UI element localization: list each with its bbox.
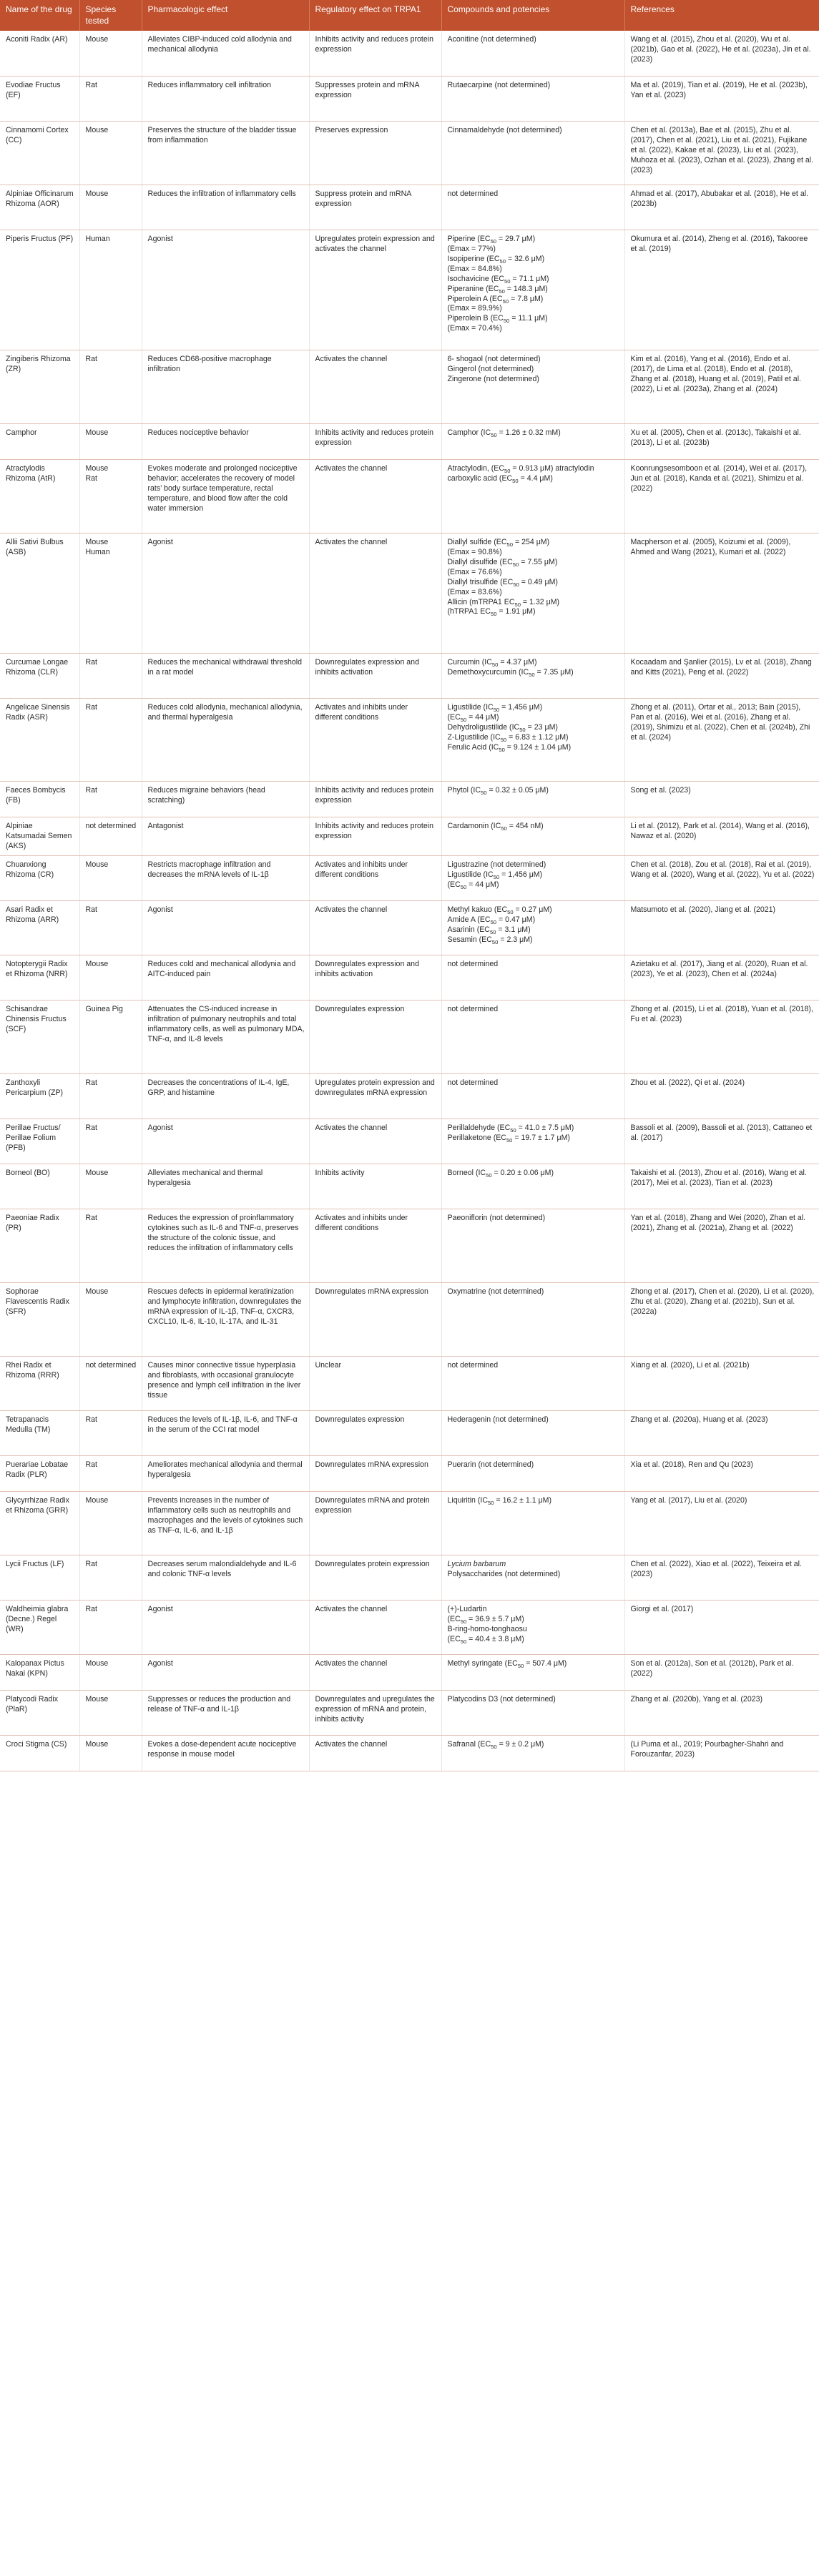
regulatory-effect-cell: Inhibits activity and reduces protein expression — [309, 817, 441, 855]
column-header-compounds: Compounds and potencies — [441, 0, 624, 31]
table-row — [0, 1410, 819, 1455]
references-cell: Yan et al. (2018), Zhang and Wei (2020), Zhan et al. (2021), Zhang et al. (2021a), Zhang et al. (2022) — [624, 1209, 819, 1282]
species-cell: Rat — [79, 1209, 142, 1282]
header-row — [0, 0, 819, 31]
drug-name-cell: Platycodi Radix (PlaR) — [0, 1690, 79, 1735]
table-row — [0, 1073, 819, 1119]
table-row — [0, 1654, 819, 1690]
drug-name-cell: Puerariae Lobatae Radix (PLR) — [0, 1455, 79, 1491]
table-row — [0, 653, 819, 698]
compounds-cell: Phytol ($IC_{50} = 0.32 \pm 0.05$ μM) — [441, 781, 624, 817]
references-cell: Giorgi et al. (2017) — [624, 1600, 819, 1654]
references-cell: Song et al. (2023) — [624, 781, 819, 817]
compounds-cell: not determined — [441, 185, 624, 230]
drug-name-cell: Croci Stigma (CS) — [0, 1735, 79, 1771]
regulatory-effect-cell: Activates and inhibits under different conditions — [309, 855, 441, 900]
pharmacologic-effect-cell: Agonist — [142, 1119, 309, 1164]
references-cell: Chen et al. (2018), Zou et al. (2018), Rai et al. (2019), Wang et al. (2020), Wang et al. (2022), Yu et al. (2022) — [624, 855, 819, 900]
references-cell: Okumura et al. (2014), Zheng et al. (2016), Takooree et al. (2019) — [624, 230, 819, 350]
table-row — [0, 1690, 819, 1735]
pharmacologic-effect-cell: Reduces the mechanical withdrawal threshold in a rat model — [142, 653, 309, 698]
compounds-cell: not determined — [441, 1356, 624, 1410]
compounds-cell: Lycium barbarum Polysaccharides (not determined) — [441, 1555, 624, 1600]
compounds-cell: Diallyl sulfide ($EC_{50} = 254$ μM) (Emax = 90.8%) Diallyl disulfide ($EC_{50} = 7.55$ μM) (Emax = 76.6%) Diallyl trisulfide ($EC_{50} = 0.49$ μM) (Emax = 83.6%) Allicin (mTRPA1 $EC_{50} = 1.32$ μM) (hTRPA1 $EC_{50} = 1.91$ μM) — [441, 533, 624, 653]
table-row — [0, 230, 819, 350]
references-cell: Bassoli et al. (2009), Bassoli et al. (2013), Cattaneo et al. (2017) — [624, 1119, 819, 1164]
pharmacologic-effect-cell: Restricts macrophage infiltration and decreases the mRNA levels of IL-1β — [142, 855, 309, 900]
regulatory-effect-cell: Suppresses protein and mRNA expression — [309, 76, 441, 121]
references-cell: Chen et al. (2013a), Bae et al. (2015), Zhu et al. (2017), Chen et al. (2021), Liu et al. (2021), Fujikane et al. (2022), Kakae et al. (2023), Liu et al. (2023), Muhoza et al. (2023), Ozhan et al. (2023), Zhang et al. (2023) — [624, 121, 819, 185]
species-cell: Mouse — [79, 185, 142, 230]
drug-name-cell: Chuanxiong Rhizoma (CR) — [0, 855, 79, 900]
column-header-regulatory-effect: Regulatory effect on TRPA1 — [309, 0, 441, 31]
table-row — [0, 76, 819, 121]
references-cell: Xiang et al. (2020), Li et al. (2021b) — [624, 1356, 819, 1410]
species-cell: Mouse — [79, 31, 142, 76]
compounds-cell: Puerarin (not determined) — [441, 1455, 624, 1491]
drug-name-cell: Rhei Radix et Rhizoma (RRR) — [0, 1356, 79, 1410]
references-cell: Macpherson et al. (2005), Koizumi et al. (2009), Ahmed and Wang (2021), Kumari et al. (2022) — [624, 533, 819, 653]
drug-name-cell: Allii Sativi Bulbus (ASB) — [0, 533, 79, 653]
regulatory-effect-cell: Activates the channel — [309, 900, 441, 955]
table-row — [0, 1455, 819, 1491]
compounds-cell: Cardamonin ($IC_{50} = 454$ nM) — [441, 817, 624, 855]
column-header-drug-name: Name of the drug — [0, 0, 79, 31]
drug-name-cell: Faeces Bombycis (FB) — [0, 781, 79, 817]
species-cell: not determined — [79, 817, 142, 855]
compounds-cell: Curcumin ($IC_{50} = 4.37$ μM) Demethoxycurcumin ($IC_{50} = 7.35$ μM) — [441, 653, 624, 698]
compounds-cell: Aconitine (not determined) — [441, 31, 624, 76]
regulatory-effect-cell: Activates and inhibits under different conditions — [309, 1209, 441, 1282]
pharmacologic-effect-cell: Alleviates CIBP-induced cold allodynia and mechanical allodynia — [142, 31, 309, 76]
table-row — [0, 350, 819, 423]
drug-name-cell: Atractylodis Rhizoma (AtR) — [0, 459, 79, 533]
drug-name-cell: Borneol (BO) — [0, 1164, 79, 1209]
regulatory-effect-cell: Activates the channel — [309, 1735, 441, 1771]
references-cell: Zhong et al. (2017), Chen et al. (2020), Li et al. (2020), Zhu et al. (2020), Zhang et al. (2021b), Sun et al. (2022a) — [624, 1282, 819, 1356]
compounds-cell: not determined — [441, 1073, 624, 1119]
table-row — [0, 533, 819, 653]
drug-name-cell: Aconiti Radix (AR) — [0, 31, 79, 76]
references-cell: Azietaku et al. (2017), Jiang et al. (2020), Ruan et al. (2023), Ye et al. (2023), Chen et al. (2024a) — [624, 955, 819, 1000]
compounds-cell: Borneol ($IC_{50} = 0.20 \pm 0.06$ μM) — [441, 1164, 624, 1209]
pharmacologic-effect-cell: Reduces the infiltration of inflammatory cells — [142, 185, 309, 230]
pharmacologic-effect-cell: Prevents increases in the number of inflammatory cells such as neutrophils and macrophages and the levels of cytokines such as TNF-α, IL-6, and IL-1β — [142, 1491, 309, 1555]
compounds-cell: Ligustilide ($IC_{50} = 1,456$ μM) ($EC_{50} = 44$ μM) Dehydroligustilide ($IC_{50} = 23$ μM) Z-Ligustilide ($IC_{50} = 6.83 \pm 1.12$ μM) Ferulic Acid ($IC_{50} = 9.124 \pm 1.04$ μM) — [441, 698, 624, 781]
compounds-cell: Liquiritin ($IC_{50} = 16.2 \pm 1.1$ μM) — [441, 1491, 624, 1555]
pharmacologic-effect-cell: Agonist — [142, 900, 309, 955]
species-cell: Mouse — [79, 1282, 142, 1356]
regulatory-effect-cell: Downregulates expression and inhibits activation — [309, 653, 441, 698]
drug-name-cell: Camphor — [0, 423, 79, 459]
table-row — [0, 1555, 819, 1600]
pharmacologic-effect-cell: Agonist — [142, 533, 309, 653]
species-cell: Mouse — [79, 1164, 142, 1209]
species-cell: Rat — [79, 1455, 142, 1491]
pharmacologic-effect-cell: Reduces the expression of proinflammatory cytokines such as IL-6 and TNF-α, preserves the structure of the colonic tissue, and reduces the infiltration of inflammatory cells — [142, 1209, 309, 1282]
drug-name-cell: Perillae Fructus/ Perillae Folium (PFB) — [0, 1119, 79, 1164]
table-row — [0, 781, 819, 817]
regulatory-effect-cell: Suppress protein and mRNA expression — [309, 185, 441, 230]
references-cell: Li et al. (2012), Park et al. (2014), Wang et al. (2016), Nawaz et al. (2020) — [624, 817, 819, 855]
compounds-cell: Rutaecarpine (not determined) — [441, 76, 624, 121]
regulatory-effect-cell: Activates and inhibits under different conditions — [309, 698, 441, 781]
compounds-cell: Safranal ($EC_{50} = 9 \pm 0.2$ μM) — [441, 1735, 624, 1771]
pharmacologic-effect-cell: Decreases serum malondialdehyde and IL-6 and colonic TNF-α levels — [142, 1555, 309, 1600]
species-cell: Rat — [79, 1410, 142, 1455]
table-row — [0, 1356, 819, 1410]
table-row — [0, 855, 819, 900]
species-cell: Rat — [79, 781, 142, 817]
species-cell: Rat — [79, 653, 142, 698]
pharmacologic-effect-cell: Reduces CD68-positive macrophage infiltration — [142, 350, 309, 423]
species-cell: Mouse — [79, 1491, 142, 1555]
references-cell: Zhong et al. (2015), Li et al. (2018), Yuan et al. (2018), Fu et al. (2023) — [624, 1000, 819, 1073]
table-row — [0, 955, 819, 1000]
species-cell: Mouse Human — [79, 533, 142, 653]
regulatory-effect-cell: Activates the channel — [309, 533, 441, 653]
drug-name-cell: Alpiniae Katsumadai Semen (AKS) — [0, 817, 79, 855]
regulatory-effect-cell: Activates the channel — [309, 1654, 441, 1690]
references-cell: Zhong et al. (2011), Ortar et al., 2013; Bain (2015), Pan et al. (2016), Wei et al. (2016), Zhang et al. (2019), Shimizu et al. (2022), Chen et al. (2024b), Zhi et al. (2024) — [624, 698, 819, 781]
species-cell: Rat — [79, 1119, 142, 1164]
references-cell: Koonrungsesomboon et al. (2014), Wei et al. (2017), Jun et al. (2018), Kanda et al. (2021), Shimizu et al. (2022) — [624, 459, 819, 533]
references-cell: Kim et al. (2016), Yang et al. (2016), Endo et al. (2017), de Lima et al. (2018), Endo et al. (2018), Zhang et al. (2018), Huang et al. (2019), Patil et al. (2022), Li et al. (2023a), Zhang et al. (2024) — [624, 350, 819, 423]
compounds-cell: Piperine ($EC_{50} = 29.7$ μM) (Emax = 77%) Isopiperine ($EC_{50} = 32.6$ μM) (Emax = 84.8%) Isochavicine ($EC_{50} = 71.1$ μM) Piperanine ($EC_{50} = 148.3$ μM) Piperolein A ($EC_{50} = 7.8$ μM) (Emax = 89.9%) Piperolein B ($EC_{50} = 11.1$ μM) (Emax = 70.4%) — [441, 230, 624, 350]
species-cell: Mouse — [79, 1690, 142, 1735]
pharmacologic-effect-cell: Reduces cold and mechanical allodynia and AITC-induced pain — [142, 955, 309, 1000]
pharmacologic-effect-cell: Preserves the structure of the bladder tissue from inflammation — [142, 121, 309, 185]
references-cell: Ahmad et al. (2017), Abubakar et al. (2018), He et al. (2023b) — [624, 185, 819, 230]
drug-name-cell: Waldheimia glabra (Decne.) Regel (WR) — [0, 1600, 79, 1654]
table-row — [0, 31, 819, 76]
references-cell: Matsumoto et al. (2020), Jiang et al. (2021) — [624, 900, 819, 955]
regulatory-effect-cell: Downregulates expression — [309, 1000, 441, 1073]
species-cell: Mouse — [79, 423, 142, 459]
column-header-pharmacologic-effect: Pharmacologic effect — [142, 0, 309, 31]
references-cell: Kocaadam and Şanlier (2015), Lv et al. (2018), Zhang and Kitts (2021), Peng et al. (2022) — [624, 653, 819, 698]
regulatory-effect-cell: Downregulates expression and inhibits activation — [309, 955, 441, 1000]
compounds-cell: (+)-Ludartin ($EC_{50} = 36.9 \pm 5.7$ μM) B-ring-homo-tonghaosu ($EC_{50} = 40.4 \pm 3.8$ μM) — [441, 1600, 624, 1654]
species-cell: Rat — [79, 1600, 142, 1654]
drug-name-cell: Cinnamomi Cortex (CC) — [0, 121, 79, 185]
table-row — [0, 1119, 819, 1164]
pharmacologic-effect-cell: Evokes a dose-dependent acute nociceptive response in mouse model — [142, 1735, 309, 1771]
pharmacologic-effect-cell: Agonist — [142, 1600, 309, 1654]
pharmacologic-effect-cell: Reduces nociceptive behavior — [142, 423, 309, 459]
references-cell: Zhang et al. (2020b), Yang et al. (2023) — [624, 1690, 819, 1735]
table-row — [0, 900, 819, 955]
table-row — [0, 1282, 819, 1356]
references-cell: Xia et al. (2018), Ren and Qu (2023) — [624, 1455, 819, 1491]
pharmacologic-effect-cell: Suppresses or reduces the production and release of TNF-α and IL-1β — [142, 1690, 309, 1735]
pharmacologic-effect-cell: Reduces migraine behaviors (head scratching) — [142, 781, 309, 817]
regulatory-effect-cell: Inhibits activity and reduces protein expression — [309, 423, 441, 459]
compounds-cell: Perillaldehyde ($EC_{50} = 41.0 \pm 7.5$ μM) Perillaketone ($EC_{50} = 19.7 \pm 1.7$ μM) — [441, 1119, 624, 1164]
table-body — [0, 31, 819, 1771]
regulatory-effect-cell: Inhibits activity — [309, 1164, 441, 1209]
references-cell: Yang et al. (2017), Liu et al. (2020) — [624, 1491, 819, 1555]
compounds-cell: Methyl syringate ($EC_{50} = 507.4$ μM) — [441, 1654, 624, 1690]
table-row — [0, 1735, 819, 1771]
pharmacologic-effect-cell: Antagonist — [142, 817, 309, 855]
regulatory-effect-cell: Downregulates protein expression — [309, 1555, 441, 1600]
table-row — [0, 698, 819, 781]
compounds-cell: Hederagenin (not determined) — [441, 1410, 624, 1455]
pharmacologic-effect-cell: Reduces inflammatory cell infiltration — [142, 76, 309, 121]
pharmacologic-effect-cell: Rescues defects in epidermal keratinization and lymphocyte infiltration, downregulates the mRNA expression of IL-1β, TNF-α, CXCR3, CXCL10, IL-6, IL-10, IL-17A, and IL-31 — [142, 1282, 309, 1356]
references-cell: Chen et al. (2022), Xiao et al. (2022), Teixeira et al. (2023) — [624, 1555, 819, 1600]
pharmacologic-effect-cell: Agonist — [142, 230, 309, 350]
species-cell: Guinea Pig — [79, 1000, 142, 1073]
species-cell: Mouse — [79, 121, 142, 185]
pharmacologic-effect-cell: Reduces the levels of IL-1β, IL-6, and TNF-α in the serum of the CCI rat model — [142, 1410, 309, 1455]
pharmacologic-effect-cell: Evokes moderate and prolonged nociceptive behavior; accelerates the recovery of model rats’ body surface temperature, rectal temperature, and blood flow after the cold water immersion — [142, 459, 309, 533]
drug-name-cell: Paeoniae Radix (PR) — [0, 1209, 79, 1282]
compounds-cell: not determined — [441, 955, 624, 1000]
regulatory-effect-cell: Activates the channel — [309, 350, 441, 423]
species-cell: Rat — [79, 900, 142, 955]
regulatory-effect-cell: Inhibits activity and reduces protein expression — [309, 781, 441, 817]
compounds-cell: Camphor ($IC_{50} = 1.26 \pm 0.32$ mM) — [441, 423, 624, 459]
drug-name-cell: Alpiniae Officinarum Rhizoma (AOR) — [0, 185, 79, 230]
regulatory-effect-cell: Upregulates protein expression and downregulates mRNA expression — [309, 1073, 441, 1119]
pharmacologic-effect-cell: Causes minor connective tissue hyperplasia and fibroblasts, with occasional granulocyte presence and lymph cell infiltration in the liver tissue — [142, 1356, 309, 1410]
pharmacologic-effect-cell: Ameliorates mechanical allodynia and thermal hyperalgesia — [142, 1455, 309, 1491]
table-row — [0, 1209, 819, 1282]
regulatory-effect-cell: Preserves expression — [309, 121, 441, 185]
species-cell: Mouse — [79, 855, 142, 900]
species-cell: Human — [79, 230, 142, 350]
compounds-cell: Paeoniflorin (not determined) — [441, 1209, 624, 1282]
column-header-species: Species tested — [79, 0, 142, 31]
table-row — [0, 1491, 819, 1555]
pharmacologic-effect-cell: Attenuates the CS-induced increase in infiltration of pulmonary neutrophils and total inflammatory cells, as well as pulmonary MDA, TNF-α, and IL-8 levels — [142, 1000, 309, 1073]
references-cell: Zhou et al. (2022), Qi et al. (2024) — [624, 1073, 819, 1119]
drug-name-cell: Kalopanax Pictus Nakai (KPN) — [0, 1654, 79, 1690]
regulatory-effect-cell: Activates the channel — [309, 459, 441, 533]
compounds-cell: Oxymatrine (not determined) — [441, 1282, 624, 1356]
table-row — [0, 423, 819, 459]
drug-name-cell: Sophorae Flavescentis Radix (SFR) — [0, 1282, 79, 1356]
compounds-cell: Atractylodin, ($EC_{50} = 0.913$ μM) atractylodin carboxylic acid ($EC_{50} = 4.4$ μM) — [441, 459, 624, 533]
references-cell: Son et al. (2012a), Son et al. (2012b), Park et al. (2022) — [624, 1654, 819, 1690]
drug-name-cell: Asari Radix et Rhizoma (ARR) — [0, 900, 79, 955]
regulatory-effect-cell: Activates the channel — [309, 1119, 441, 1164]
drug-name-cell: Zanthoxyli Pericarpium (ZP) — [0, 1073, 79, 1119]
pharmacologic-effect-cell: Decreases the concentrations of IL-4, IgE, GRP, and histamine — [142, 1073, 309, 1119]
drug-name-cell: Notopterygii Radix et Rhizoma (NRR) — [0, 955, 79, 1000]
pharmacologic-effect-cell: Alleviates mechanical and thermal hyperalgesia — [142, 1164, 309, 1209]
drug-name-cell: Schisandrae Chinensis Fructus (SCF) — [0, 1000, 79, 1073]
regulatory-effect-cell: Upregulates protein expression and activates the channel — [309, 230, 441, 350]
species-cell: not determined — [79, 1356, 142, 1410]
compounds-cell: Platycodins D3 (not determined) — [441, 1690, 624, 1735]
regulatory-effect-cell: Downregulates mRNA and protein expression — [309, 1491, 441, 1555]
species-cell: Rat — [79, 1073, 142, 1119]
regulatory-effect-cell: Inhibits activity and reduces protein expression — [309, 31, 441, 76]
drug-name-cell: Piperis Fructus (PF) — [0, 230, 79, 350]
drug-name-cell: Evodiae Fructus (EF) — [0, 76, 79, 121]
references-cell: Xu et al. (2005), Chen et al. (2013c), Takaishi et al. (2013), Li et al. (2023b) — [624, 423, 819, 459]
regulatory-effect-cell: Downregulates mRNA expression — [309, 1455, 441, 1491]
compounds-cell: not determined — [441, 1000, 624, 1073]
table-header — [0, 0, 819, 31]
regulatory-effect-cell: Activates the channel — [309, 1600, 441, 1654]
compounds-cell: Methyl kakuo ($EC_{50} = 0.27$ μM) Amide A ($EC_{50} = 0.47$ μM) Asarinin ($EC_{50} = 3.1$ μM) Sesamin ($EC_{50} = 2.3$ μM) — [441, 900, 624, 955]
species-cell: Rat — [79, 698, 142, 781]
drug-name-cell: Glycyrrhizae Radix et Rhizoma (GRR) — [0, 1491, 79, 1555]
species-cell: Rat — [79, 1555, 142, 1600]
species-cell: Mouse — [79, 1654, 142, 1690]
drug-name-cell: Lycii Fructus (LF) — [0, 1555, 79, 1600]
references-cell: Takaishi et al. (2013), Zhou et al. (2016), Wang et al. (2017), Mei et al. (2023), Tian et al. (2023) — [624, 1164, 819, 1209]
pharmacologic-effect-cell: Agonist — [142, 1654, 309, 1690]
species-cell: Rat — [79, 76, 142, 121]
species-cell: Rat — [79, 350, 142, 423]
compounds-cell: Ligustrazine (not determined) Ligustilide ($IC_{50} = 1,456$ μM) ($EC_{50} = 44$ μM) — [441, 855, 624, 900]
drug-name-cell: Curcumae Longae Rhizoma (CLR) — [0, 653, 79, 698]
compounds-cell: Cinnamaldehyde (not determined) — [441, 121, 624, 185]
references-cell: Ma et al. (2019), Tian et al. (2019), He et al. (2023b), Yan et al. (2023) — [624, 76, 819, 121]
drug-name-cell: Zingiberis Rhizoma (ZR) — [0, 350, 79, 423]
drug-name-cell: Tetrapanacis Medulla (TM) — [0, 1410, 79, 1455]
references-cell: (Li Puma et al., 2019; Pourbagher-Shahri and Forouzanfar, 2023) — [624, 1735, 819, 1771]
table-row — [0, 1600, 819, 1654]
regulatory-effect-cell: Downregulates expression — [309, 1410, 441, 1455]
compounds-cell: 6- shogaol (not determined) Gingerol (not determined) Zingerone (not determined) — [441, 350, 624, 423]
table-row — [0, 185, 819, 230]
species-cell: Mouse — [79, 1735, 142, 1771]
table-row — [0, 121, 819, 185]
species-cell: Mouse Rat — [79, 459, 142, 533]
drug-name-cell: Angelicae Sinensis Radix (ASR) — [0, 698, 79, 781]
table-row — [0, 1000, 819, 1073]
species-cell: Mouse — [79, 955, 142, 1000]
pharmacologic-effect-cell: Reduces cold allodynia, mechanical allodynia, and thermal hyperalgesia — [142, 698, 309, 781]
regulatory-effect-cell: Downregulates mRNA expression — [309, 1282, 441, 1356]
references-cell: Zhang et al. (2020a), Huang et al. (2023) — [624, 1410, 819, 1455]
table-row — [0, 459, 819, 533]
regulatory-effect-cell: Unclear — [309, 1356, 441, 1410]
column-header-references: References — [624, 0, 819, 31]
table-row — [0, 817, 819, 855]
references-cell: Wang et al. (2015), Zhou et al. (2020), Wu et al. (2021b), Gao et al. (2022), He et al. (2023a), Jin et al. (2023) — [624, 31, 819, 76]
table-row — [0, 1164, 819, 1209]
regulatory-effect-cell: Downregulates and upregulates the expression of mRNA and protein, inhibits activity — [309, 1690, 441, 1735]
